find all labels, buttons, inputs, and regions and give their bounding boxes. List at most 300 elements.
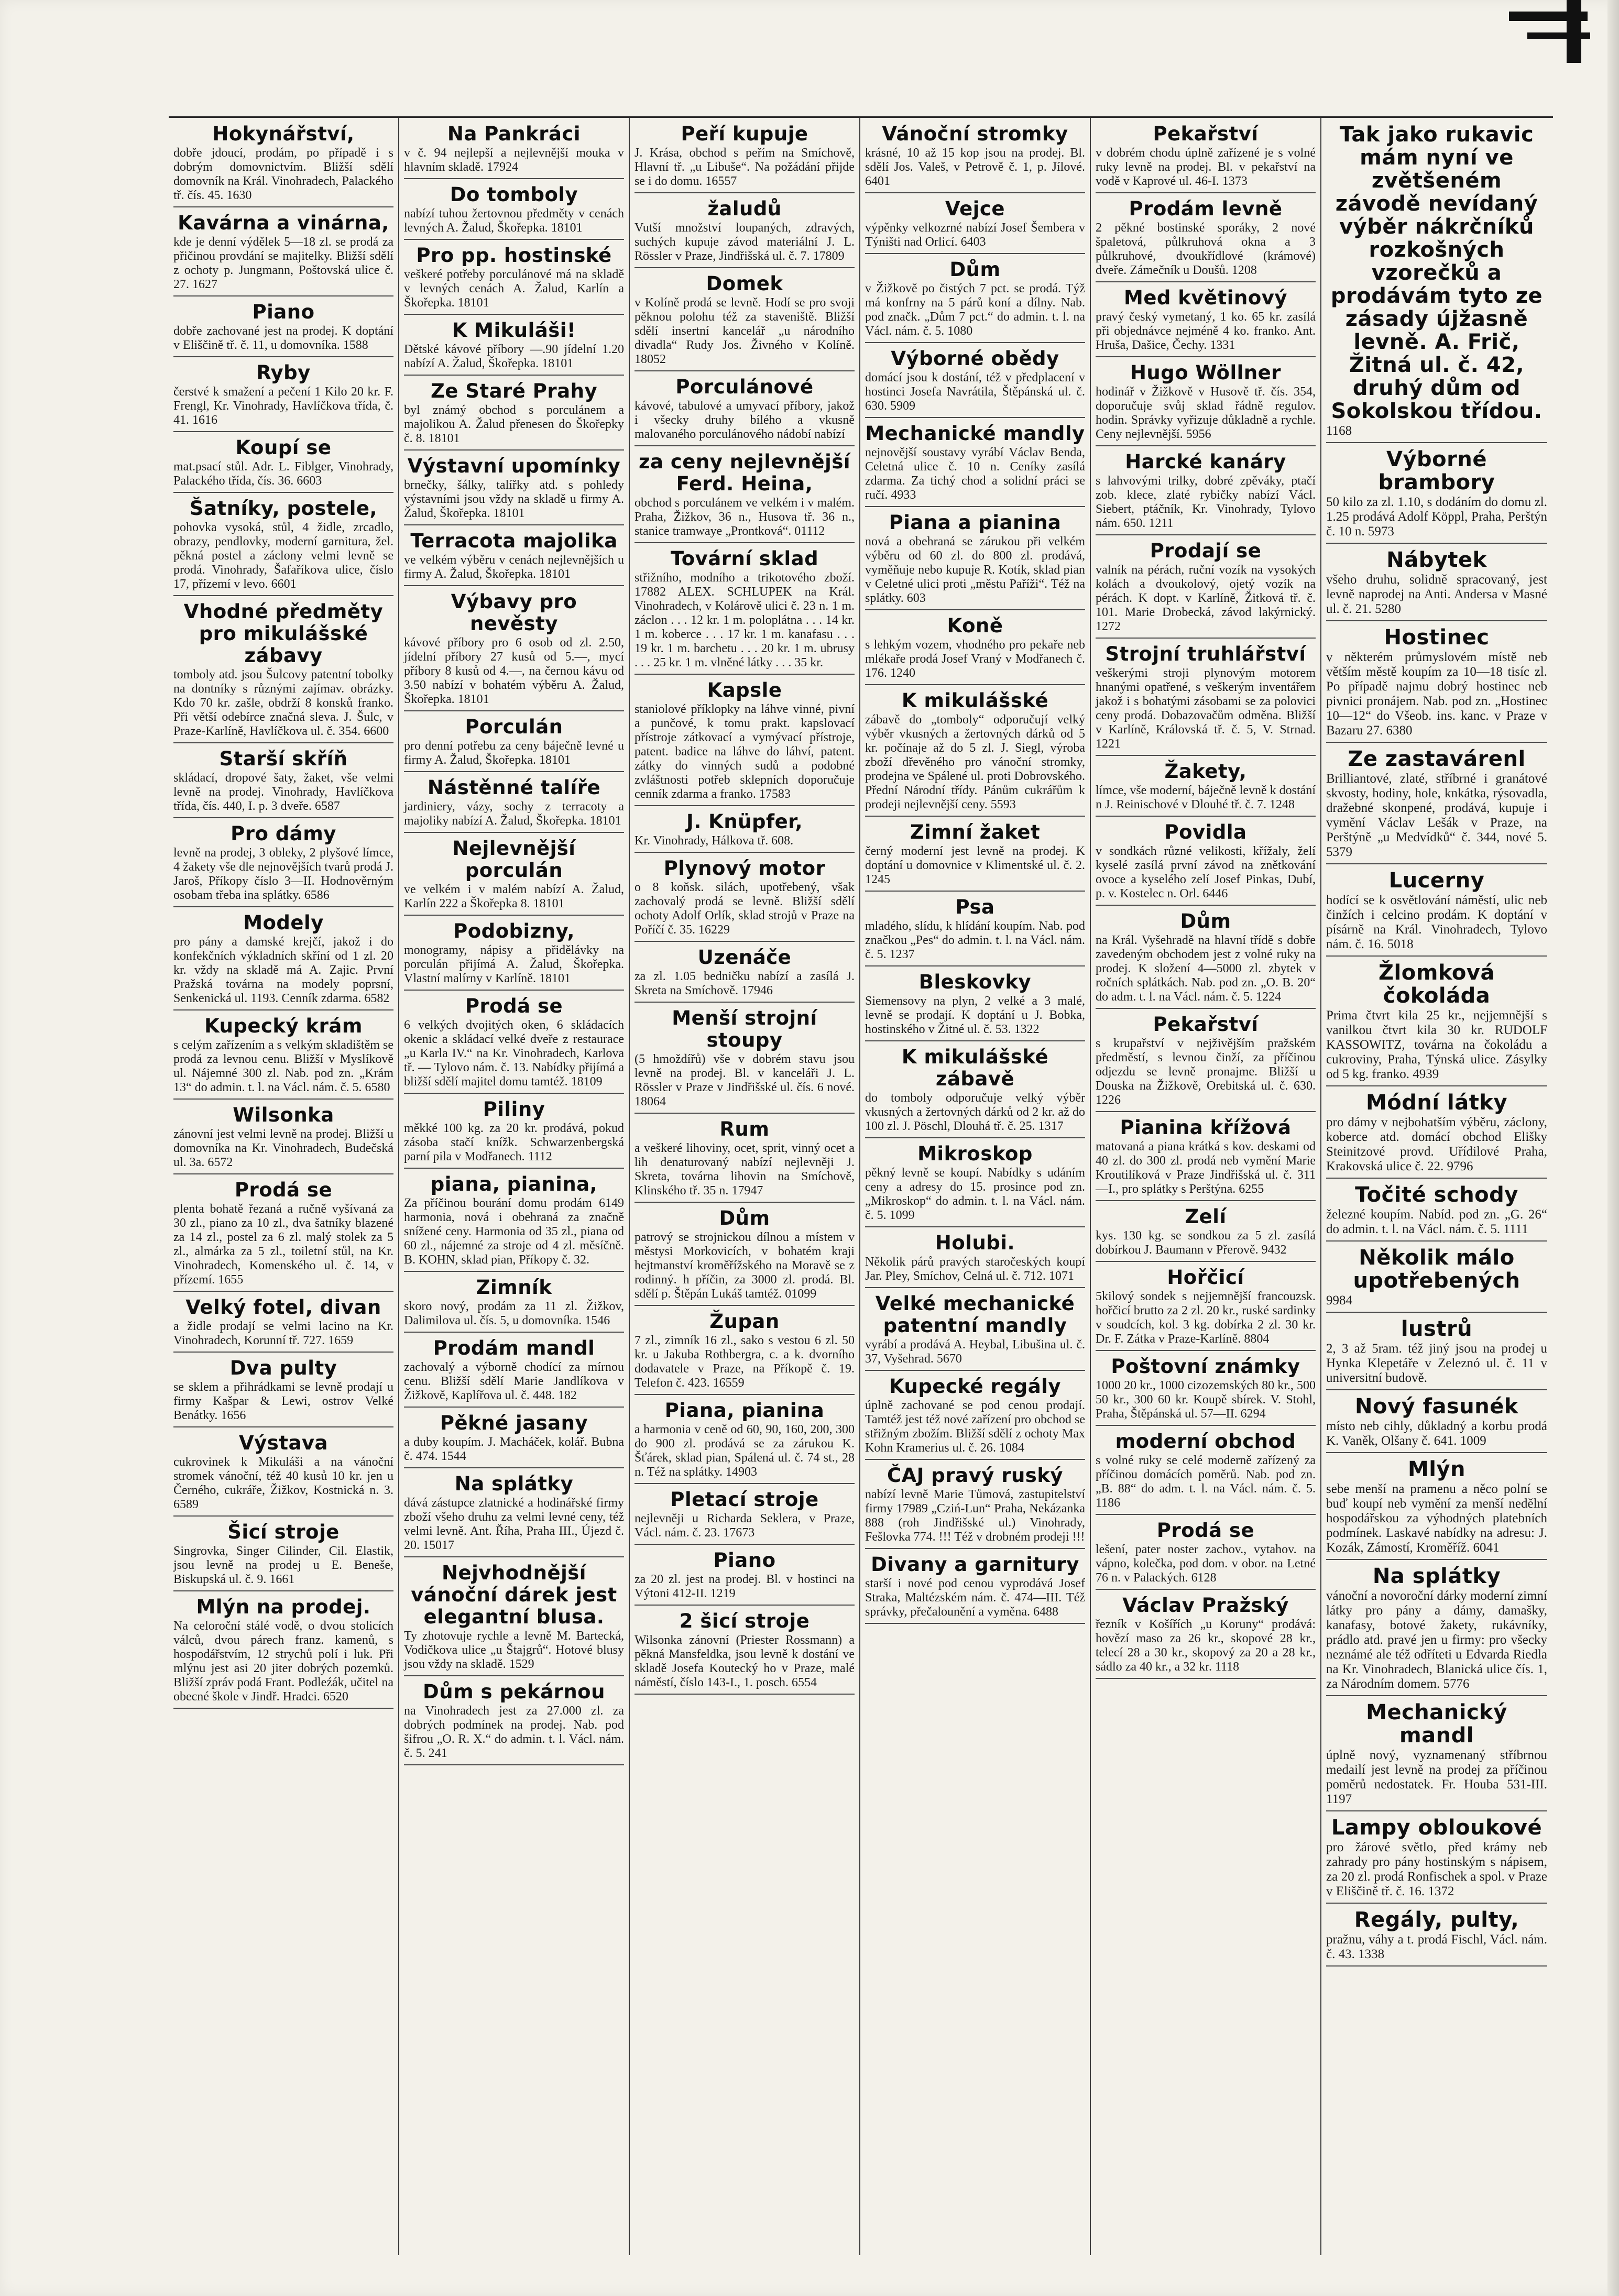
ad-text: 2 pěkné bostinské sporáky, 2 nové špaletová, půlkruhová okna a 3 půlkruhové, dvoukřídlové (krámové) dveře. Zámečník u Doušů. 1208	[1096, 221, 1316, 277]
classified-ad	[865, 969, 1085, 1041]
classified-ad	[635, 374, 855, 446]
classified-ad	[404, 528, 624, 586]
classified-ad	[404, 1471, 624, 1557]
classified-ad	[865, 613, 1085, 685]
ad-heading: Pro pp. hostinské	[416, 244, 612, 267]
ad-text: 7 zl., zimník 16 zl., sako s vestou 6 zl. 50 kr. u Jakuba Rothbergra, c. a k. dvorního dodavatele v Praze, na Příkopě č. 19. Telefon č. 423. 16559	[635, 1334, 855, 1390]
ad-heading: Výstavní upomínky	[407, 455, 621, 477]
classified-ad	[865, 1291, 1085, 1371]
ad-heading: Ze Staré Prahy	[430, 380, 598, 402]
ad-heading: Piliny	[483, 1098, 545, 1120]
ad-text: ve velkém i v malém nabízí A. Žalud, Karlín 222 a Škořepka 8. 18101	[404, 883, 624, 910]
ad-heading: Hořčicí	[1167, 1266, 1244, 1289]
classified-ad	[404, 378, 624, 451]
classified-ad	[404, 1679, 624, 1765]
classified-ad	[404, 1096, 624, 1169]
ad-text: a veškeré lihoviny, ocet, sprit, vinný ocet a lih denaturovaný nabízí nejlevněji J. Skreta, továrna lihovin na Smíchově, Klinského tř. 35 n. 17947	[635, 1141, 855, 1198]
classified-ad	[635, 271, 855, 371]
classified-ad	[1096, 360, 1316, 446]
ad-heading: Regály, pulty,	[1354, 1908, 1519, 1932]
classified-ad	[865, 1374, 1085, 1460]
classified-ad	[1096, 121, 1316, 193]
ad-text: kys. 130 kg. se sondkou za 5 zl. zasílá dobírkou J. Baumann v Přerově. 9432	[1096, 1229, 1316, 1257]
classified-ad	[635, 546, 855, 675]
ad-text: nová a obehraná se zárukou při velkém výběru od 60 zl. do 800 zl. prodává, vyměňuje nebo kupuje R. Kotík, sklad pian v Celetné ulici proti „městu Paříži“. Též na splátky. 603	[865, 535, 1085, 605]
scan-edge-strip	[1607, 0, 1619, 2296]
ad-text: sebe menší na pramenu a něco polní se buď koupí neb vymění za menší nedělní hospodářskou za výhodných platebních podmínek. Laskavé nabídky na adresu: J. Kozák, Zámostí, Kroměříž. 6041	[1326, 1482, 1547, 1555]
ad-text: jardiniery, vázy, sochy z terracoty a majoliky nabízí A. Žalud, Škořepka. 18101	[404, 800, 624, 828]
ad-text: Na celoroční stálé vodě, o dvou stolicích válců, dvou párech franz. kamenů, s hospodářstvím, 12 strychů polí i luk. Při mlýnu jest asi 20 jiter dobrých pozemků. Bližší zpráv podá Frant. Podleźák, učitel na obecné škole v Jindř. Hradci. 6520	[173, 1619, 393, 1704]
classified-ad	[404, 1171, 624, 1272]
ad-text: obchod s porculánem ve velkém i v malém. Praha, Žižkov, 36 n., Husova tř. 36 n., stanice tramwaye „Prontková“. 01112	[635, 496, 855, 538]
ad-text: s krupařství v nejživějším pražském předměstí, s levnou činží, za příčinou odjezdu se levně pronajme. Bližší u Douska na Žižkově, Orebitská ul. č. 630. 1226	[1096, 1037, 1316, 1107]
ad-text: úplně nový, vyznamenaný stříbrnou medailí jest levně na prodej za příčinou poměrů nedostatek. Fr. Houba 531-III. 1197	[1326, 1748, 1547, 1806]
ad-heading: Pekařství	[1153, 1013, 1259, 1036]
ad-text: dobře zachované jest na prodej. K doptání v Eliščině tř. č. 11, u domovníka. 1588	[173, 324, 393, 352]
ad-heading: Kapsle	[707, 679, 782, 701]
ad-heading: Vánoční stromky	[882, 123, 1068, 145]
ad-text: brnečky, šálky, talířky atd. s pohledy výstavními jsou vždy na skladě u firmy A. Žalud, Škořepka. 18101	[404, 478, 624, 520]
ad-text: 1168	[1326, 424, 1352, 438]
ad-text: J. Krása, obchod s peřím na Smíchově, Hlavní tř. „u Libuše“. Na požádání přijde se i do domu. 16557	[635, 146, 855, 188]
ad-heading: Holubi.	[935, 1232, 1015, 1254]
ad-column-1	[169, 118, 399, 2255]
classified-ad	[173, 1355, 393, 1427]
ad-heading: Rum	[719, 1118, 770, 1140]
ad-heading: Poštovní známky	[1111, 1355, 1300, 1378]
ad-heading: Šatníky, postele,	[189, 497, 378, 520]
classified-ad	[635, 1309, 855, 1395]
classified-ad	[865, 510, 1085, 610]
ad-text: v dobrém chodu úplně zařízené je s volné ruky levně na prodej. Bl. v pekařství na vodě v Kaprové ul. 46-I. 1373	[1096, 146, 1316, 188]
classified-ad	[865, 688, 1085, 817]
ad-heading: Nejlevnější porculán	[452, 837, 576, 882]
ad-text: s lahvovými trilky, dobré zpěváky, ptačí zob. klece, zlaté rybičky nabízí Václ. Siebert, ptáčník, Kr. Vinohrady, Tylovo nám. 650. 1211	[1096, 474, 1316, 530]
classified-ad	[865, 346, 1085, 418]
ad-text: v č. 94 nejlepší a nejlevnější mouka v hlavním skladě. 17924	[404, 146, 624, 174]
classified-ad	[404, 589, 624, 711]
ad-heading: Dům	[949, 258, 1001, 281]
ad-heading: Piano	[252, 301, 315, 323]
ad-text: patrový se strojnickou dílnou a místem v městysi Morkovicích, v bohatém kraji hejtmanství kroměřížského na Moravě se z rodinný. h příčin, za 3000 zl. prodá. Bl. sdělí p. Štěpán Lukáš tamtéž. 01099	[635, 1231, 855, 1301]
ad-text: Za příčinou bourání domu prodám 6149 harmonia, nová i obehraná za značně snížené ceny. Harmonia od 35 zl., piana od 60 zl., nájemné za stroje od 4 zl. měsíčně. B. KOHN, sklad pian, Příkopy č. 32.	[404, 1196, 624, 1267]
ad-heading: Zelí	[1185, 1205, 1227, 1228]
ad-heading: Mlýn na prodej.	[196, 1596, 371, 1618]
ad-text: 2, 3 až 5ram. též jiný jsou na prodej u Hynka Klepetáře v Zeleznó ul. č. 11 v universitní budově.	[1326, 1342, 1547, 1385]
ad-heading: Do tomboly	[450, 183, 578, 206]
ad-heading: Prodám levně	[1129, 197, 1283, 220]
ad-heading: Pro dámy	[231, 822, 336, 845]
ad-text: staniolové příklopky na láhve vinné, pivní a punčové, k tomu prakt. kapslovací přístroje zátkovací a vymývací přístroje, patent. badice na láhve do láhví, patent. zátky do vinných sudů a podobné zvláštnosti potřeb sklepních doporučuje cenník zdarma a franko. 17583	[635, 702, 855, 801]
ad-text: byl známý obchod s porculánem a majolikou A. Žalud přenesen do Škořepky č. 8. 18101	[404, 403, 624, 445]
ad-text: Singrovka, Singer Cilinder, Cil. Elastik, jsou levně na prodej u E. Beneše, Biskupská ul. č. 9. 1661	[173, 1544, 393, 1586]
ad-text: kávové příbory pro 6 osob od zl. 2.50, jídelní příbory 27 kusů od 5.—, mycí příbory 8 kusů od 4.—, na černou kávu od 3.50 nabízí v bohatém výběru A. Žalud, Škořepka. 18101	[404, 636, 624, 706]
ad-heading: Mechanické mandly	[865, 422, 1085, 445]
classified-ad	[1096, 449, 1316, 535]
classified-ad	[635, 196, 855, 268]
classified-ad	[635, 1005, 855, 1114]
classified-ad	[173, 210, 393, 296]
classified-ad	[635, 1487, 855, 1545]
ad-heading: Prodá se	[465, 995, 563, 1017]
ad-heading: Dům	[719, 1207, 770, 1229]
ad-heading: Několik málo upotřebených	[1353, 1246, 1520, 1293]
page-mark	[1567, 0, 1581, 63]
ad-heading: Plynový motor	[663, 857, 826, 880]
classified-ad	[865, 819, 1085, 892]
ad-heading: Mikroskop	[917, 1142, 1033, 1165]
ad-text: na Král. Vyšehradě na hlavní třídě s dobře zavedeným obchodem jest z volné ruky na prodej. K složení 4—5000 zl. zbytek v ročních splátkách. Nab. pod zn. „O. B. 20“ do adm. t. l. na Václ. nám. č. 5. 1224	[1096, 933, 1316, 1004]
ad-heading: Lucerny	[1388, 869, 1485, 893]
classified-ad	[1326, 1181, 1547, 1242]
ad-heading: Pěkné jasany	[440, 1412, 588, 1434]
ad-text: Kr. Vinohrady, Hálkova tř. 608.	[635, 834, 794, 848]
classified-ad	[404, 243, 624, 315]
classified-ad	[404, 317, 624, 376]
classified-ad	[173, 821, 393, 907]
ad-heading: Prodají se	[1150, 540, 1262, 562]
ad-text: domácí jsou k dostání, též v předplacení v hostinci Josefa Navrátila, Štěpánská ul. č. 630. 5909	[865, 371, 1085, 413]
advertisement-columns	[169, 116, 1553, 2255]
ad-heading: Výborné obědy	[891, 347, 1059, 370]
classified-ad	[635, 449, 855, 543]
ad-text: nabízí levně Marie Tůmová, zastupitelství firmy 17989 „Cziń-Lun“ Praha, Nekázanka 888 (roh Jindřišské ul.) Vinohrady, Fešlovka 774. !!! Též v drobném prodeji !!!	[865, 1488, 1085, 1544]
ad-heading: ČAJ pravý ruský	[887, 1464, 1064, 1487]
ad-heading: Menší strojní stoupy	[672, 1007, 817, 1051]
ad-heading: Dům s pekárnou	[423, 1680, 605, 1703]
classified-ad	[1096, 1115, 1316, 1201]
ad-heading: Hugo Wöllner	[1130, 361, 1282, 384]
ad-text: kde je denní výdělek 5—18 zl. se prodá za přičinou provdání se majitelky. Bližší sdělí z ochoty p. Jungmann, Poštovská ulice č. 27. 1627	[173, 235, 393, 291]
classified-ad	[1326, 959, 1547, 1086]
ad-heading: K mikulášské	[901, 689, 1049, 712]
ad-text: mladého, slídu, k hlídání koupím. Nab. pod značkou „Pes“ do admin. t. l. na Václ. nám. č. 5. 1237	[865, 919, 1085, 961]
ad-heading: Nástěnné talíře	[427, 776, 601, 799]
ad-heading: Kavárna a vinárna,	[178, 212, 389, 234]
classified-ad	[173, 1013, 393, 1100]
classified-ad	[1096, 538, 1316, 639]
ad-text: zábavě do „tomboly“ odporučují velký výběr vkusných a žertovných dárků od 5 kr. počínaje až do 5 zl. J. Siegl, výroba zboží dřevěného pro vánoční stromky, prodejna ve Spálené ul. proti Dobrovského. Přední Národní třídy. Pánům cukrářům k prodeji nejlevnější ceny. 5593	[865, 713, 1085, 811]
ad-heading: Ryby	[256, 361, 311, 384]
ad-text: cukrovinek k Mikuláši a na vánoční stromek vánoční, též 40 kusů 10 kr. jen u Černého, cukráře, Žižkov, Kostnická n. 3. 6589	[173, 1455, 393, 1511]
ad-heading: Med květinový	[1124, 287, 1287, 309]
ad-heading: Na splátky	[1372, 1564, 1501, 1588]
classified-ad	[865, 1552, 1085, 1624]
classified-ad	[635, 1116, 855, 1203]
ad-heading: Pletací stroje	[670, 1488, 819, 1511]
ad-heading: 2 šicí stroje	[679, 1610, 810, 1632]
ad-column-2	[399, 118, 630, 2255]
classified-ad	[1326, 1699, 1547, 1811]
classified-ad	[1096, 1012, 1316, 1112]
ad-text: zachovalý a výborně chodící za mírnou cenu. Bližší sdělí Marie Jandlíkova v Žižkově, Kaplířova ul. č. 448. 182	[404, 1360, 624, 1402]
classified-ad	[1326, 624, 1547, 743]
ad-heading: Na splátky	[454, 1473, 574, 1495]
ad-text: Ty zhotovuje rychle a levně M. Bartecká, Vodičkova ulice „u Štajgrů“. Hotové blusy jsou vždy na skladě. 1529	[404, 1629, 624, 1671]
classified-ad	[635, 809, 855, 853]
classified-ad	[404, 836, 624, 916]
ad-heading: Na Pankráci	[447, 123, 581, 145]
classified-ad	[1326, 1393, 1547, 1453]
ad-heading: Módní látky	[1365, 1091, 1508, 1115]
classified-ad	[404, 1560, 624, 1676]
ad-heading: Piana, pianina	[664, 1399, 825, 1422]
ad-text: 5kilový sondek s nejjemnější francouzsk. hořčicí brutto za 2 zl. 20 kr., ruské sardinky v soudcích, kol. 3 kg. dobírka 2 zl. 30 kr. Dr. F. Zátka v Praze-Karlíně. 8804	[1096, 1290, 1316, 1346]
classified-ad	[173, 1430, 393, 1517]
ad-text: nejlevněji u Richarda Seklera, v Praze, Václ. nám. č. 23. 17673	[635, 1512, 855, 1540]
ad-text: do tomboly odporučuje velký výběr vkusných a žertovných dárků od 2 kr. až do 100 zl. J. Pöschl, Dlouhá tř. č. 25. 1317	[865, 1091, 1085, 1133]
ad-text: hodící se k osvětlování náměstí, ulic neb činžích i celcino prodám. K doptání v písárně na Král. Vinohradech, Tylovo nám. č. 16. 5018	[1326, 893, 1547, 951]
ad-heading: Domek	[706, 272, 783, 295]
ad-text: starší i nové pod cenou vyprodává Josef Straka, Maltézském nám. č. 474—III. Též správky, přečalounění a vyměna. 6488	[865, 1577, 1085, 1619]
classified-ad	[1096, 819, 1316, 906]
ad-text: krásné, 10 až 15 kop jsou na prodej. Bl. sdělí Jos. Valeš, v Petrově č. 1, p. Jílové. 6401	[865, 146, 1085, 188]
ad-heading: Porculán	[465, 716, 563, 738]
ad-heading: Prodá se	[234, 1179, 333, 1201]
classified-ad	[404, 918, 624, 991]
classified-ad	[865, 894, 1085, 966]
classified-ad	[404, 714, 624, 772]
ad-text: pohovka vysoká, stůl, 4 židle, zrcadlo, obrazy, pendlovky, moderní garnitura, žel. pěkná postel a záclony velmi levně se prodá. Vinohrady, Šafaříkova ulice, číslo 17, přízemí v levo. 6601	[173, 521, 393, 591]
ad-heading: lustrů	[1401, 1317, 1473, 1341]
ad-text: pro denní potřebu za ceny báječně levné u firmy A. Žalud, Škořepka. 18101	[404, 739, 624, 767]
ad-text: v některém průmyslovém místě neb větším městě koupím za 10—18 tisíc zl. Po případě najmu dobrý hostinec neb pivnici pronájem. Nab. pod zn. „Hostinec 10—12“ do Všeob. ins. kanc. v Praze v Bazaru 27. 6380	[1326, 650, 1547, 738]
classified-ad	[1096, 1429, 1316, 1515]
classified-ad	[865, 257, 1085, 343]
ad-heading: Mlýn	[1407, 1457, 1466, 1481]
ad-text: Wilsonka zánovní (Priester Rossmann) a pěkná Mansfeldka, jsou levně k dostání ve skladě Josefa Koutecký ho v Praze, malé náměstí, číslo 143-I., 1. posch. 6554	[635, 1633, 855, 1689]
classified-ad	[635, 121, 855, 193]
classified-ad	[865, 1230, 1085, 1288]
classified-ad	[1326, 1244, 1547, 1313]
classified-ad	[1326, 446, 1547, 544]
ad-heading: Podobizny,	[453, 920, 575, 942]
ad-heading: Dva pulty	[229, 1357, 337, 1379]
classified-ad	[1326, 121, 1547, 443]
classified-ad	[173, 746, 393, 818]
ad-text: skládací, dropové šaty, žaket, vše velmi levně na prodej. Vinohrady, Havlíčkova třída, čís. 440, I. p. 3 dveře. 6587	[173, 771, 393, 813]
ad-text: Prima čtvrt kila 25 kr., nejjemnější s vanilkou čtvrt kila 30 kr. RUDOLF KASSOWITZ, továrna na čokoládu a cukroviny, Praha, Týnská ulice. Zásylky od 5 kg. franko. 4939	[1326, 1008, 1547, 1081]
ad-text: měkké 100 kg. za 20 kr. prodává, pokud zásoba stačí knížk. Schwarzenbergská parní pila v Modřanech. 1112	[404, 1122, 624, 1163]
ad-text: čerstvé k smažení a pečení 1 Kilo 20 kr. F. Frengl, Kr. Vinohrady, Havlíčkova třída, č. 41. 1616	[173, 385, 393, 427]
ad-text: dobře jdoucí, prodám, po případě i s dobrým domovnictvím. Bližší sdělí domovník na Král. Vinohradech, Palackého tř. čís. 45. 1630	[173, 146, 393, 202]
ad-heading: Velký fotel, divan	[185, 1296, 381, 1319]
classified-ad	[404, 182, 624, 240]
classified-ad	[865, 1463, 1085, 1549]
ad-text: v sondkách různé velikosti, křížaly, želí kyselé zasílá první závod na znětkování ovoce a kyselého zelí Josef Pinkas, Dubí, p. v. Kostelec n. Orl. 6446	[1096, 844, 1316, 900]
classified-ad	[404, 1410, 624, 1468]
ad-heading: Divany a garnitury	[871, 1553, 1079, 1576]
ad-text: Brilliantové, zlaté, stříbrné i granátové skvosty, hodiny, hole, knkátka, rýsovadla, dražebné skonpené, prodává, kupuje i vymění Václav Lešák v Praze, na Perštýně „u Medvídků“ č. 344, nové 5. 5379	[1326, 772, 1547, 859]
ad-text: výpěnky velkozrné nabízí Josef Šembera v Týništi nad Orlicí. 6403	[865, 221, 1085, 249]
ad-text: řezník v Košířích „u Koruny“ prodává: hovězí maso za 26 kr., skopové 28 kr., telecí 28 a 30 kr., skopový za 20 a 28 kr., sádlo za 40 kr., a 32 kr. 1118	[1096, 1618, 1316, 1674]
classified-ad	[173, 121, 393, 207]
ad-text: za 20 zl. jest na prodej. Bl. v hostinci na Výtoni 412-II. 1219	[635, 1573, 855, 1600]
ad-heading: žaludů	[707, 197, 782, 220]
ad-heading: Piana a pianina	[889, 511, 1062, 534]
ad-heading: Ze zastavárenl	[1348, 747, 1526, 771]
ad-heading: J. Knüpfer,	[686, 810, 803, 833]
ad-text: 50 kilo za zl. 1.10, s dodáním do domu zl. 1.25 prodává Adolf Köppl, Praha, Perštýn č. 10 n. 5973	[1326, 495, 1547, 539]
classified-ad	[1096, 1354, 1316, 1426]
ad-text: 1000 20 kr., 1000 cizozemských 80 kr., 500 50 kr., 300 60 kr. Koupě sbírek. V. Stohl, Praha, Štěpánská ul. 57—II. 6294	[1096, 1379, 1316, 1421]
ad-heading: Výbavy pro nevěsty	[451, 590, 577, 635]
ad-heading: Výborné brambory	[1378, 447, 1495, 495]
ad-text: Několik párů pravých staročeských koupí Jar. Pley, Smíchov, Celná ul. č. 712. 1071	[865, 1255, 1085, 1283]
ad-text: se sklem a přihrádkami se levně prodají u firmy Kašpar & Lewi, ostrov Velké Benátky. 1656	[173, 1380, 393, 1422]
classified-ad	[173, 1594, 393, 1709]
classified-ad	[1096, 1265, 1316, 1351]
classified-ad	[173, 1102, 393, 1174]
ad-heading: Nábytek	[1386, 548, 1487, 572]
ad-heading: Vejce	[945, 197, 1005, 220]
ad-text: s volné ruky se celé moderně zařízený za příčinou domácích poměrů. Nab. pod zn. „B. 88“ do adm. t. l. na Václ. nám. č. 5. 1186	[1096, 1454, 1316, 1510]
ad-text: hodinář v Žižkově v Husově tř. čís. 354, doporučuje svůj sklad řádně regulov. hodin. Správky vyřizuje důkladně a rychle. Ceny nejlevnější. 5956	[1096, 385, 1316, 441]
classified-ad	[404, 993, 624, 1094]
ad-text: černý moderní jest levně na prodej. K doptání u domovnice v Klimentské ul. č. 2. 1245	[865, 844, 1085, 886]
ad-heading: Tovární sklad	[670, 547, 819, 570]
ad-column-6	[1321, 118, 1552, 2255]
classified-ad	[1326, 1563, 1547, 1696]
classified-ad	[1096, 759, 1316, 817]
ad-heading: Hostinec	[1384, 625, 1490, 650]
classified-ad	[404, 453, 624, 525]
classified-ad	[173, 910, 393, 1010]
ad-heading: Koně	[947, 614, 1003, 637]
ad-column-3	[630, 118, 860, 2255]
ad-heading: Strojní truhlářství	[1105, 643, 1306, 665]
ad-text: pro pány a damské krejčí, jakož i do konfekčních výkladních skříní od 1 zl. 20 kr. vždy na skladě má A. Zajic. První Pražská továrna na modely poprsní, Senkenická ul. 1193. Cenník zdarma. 6582	[173, 935, 393, 1005]
classified-ad	[635, 1547, 855, 1606]
ad-text: pro žárové světlo, před krámy neb zahrady pro pány hostinským s nápisem, za 20 zl. prodá Ronfischek a spol. v Praze v Eliščině tř. č. 16. 1372	[1326, 1840, 1547, 1898]
classified-ad	[865, 421, 1085, 507]
classified-ad	[865, 1044, 1085, 1138]
ad-text: v Kolíně prodá se levně. Hodí se pro svoji pěknou polohu též za staveniště. Bližší sdělí insertní kancelář „u národního divadla“ Rudy Jos. Živného v Kolíně. 18052	[635, 296, 855, 366]
ad-heading: Zimní žaket	[910, 821, 1041, 843]
ad-heading: K mikulášské zábavě	[901, 1046, 1049, 1090]
ad-text: veškeré potřeby porculánové má na skladě v levných cenách A. Žalud, Karlín a Škořepka. 18101	[404, 268, 624, 310]
classified-ad	[404, 775, 624, 833]
ad-text: tomboly atd. jsou Šulcovy patentní tobolky na dontníky s různými zajímav. obrázky. Kdo 70 kr. zašle, obdrží 8 konsků franko. Při větší odebírce značná sleva. J. Šulc, v Praze-Karlíně, Havlíčkova ul. č. 354. 6600	[173, 668, 393, 738]
ad-heading: Bleskovky	[918, 971, 1032, 993]
ad-heading: Koupí se	[235, 436, 332, 459]
ad-text: plenta bohatě řezaná a ručně vyšívaná za 30 zl., piano za 10 zl., dva šatníky blazené za 14 zl., postel za 6 zl. malý stolek za 5 zl., almárka za 5 zl., toiletní stůl, na Kr. Vinohradech, Komenského ul. č. 14, v přízemí. 1655	[173, 1202, 393, 1287]
ad-text: matovaná a piana krátká s kov. deskami od 40 zl. do 300 zl. prodá neb vymění Marie Kroutilíková v Praze Jindřišská ul. č. 311—I., pro splátky s Perštýna. 6255	[1096, 1140, 1316, 1196]
ad-heading: Kupecké regály	[889, 1375, 1062, 1398]
ad-heading: Porculánové	[675, 376, 814, 398]
ad-text: pravý český vymetaný, 1 ko. 65 kr. zasílá při objednávce nejméně 4 ko. franko. Ant. Hruša, Dašice, Čechy. 1331	[1096, 310, 1316, 352]
classified-ad	[635, 677, 855, 806]
classified-ad	[173, 299, 393, 357]
classified-ad	[1096, 908, 1316, 1009]
ad-heading: Žlomková čokoláda	[1379, 961, 1495, 1008]
ad-heading: moderní obchod	[1115, 1430, 1296, 1453]
ad-text: pro dámy v nejbohatším výběru, záclony, koberce atd. domácí obchod Elišky Steinitzové provd. Uřídilové Praha, Krakovská ulice č. 22. 9796	[1326, 1115, 1547, 1173]
ad-text: na Vinohradech jest za 27.000 zl. za dobrých podmínek na prodej. Nab. pod šifrou „O. R. X.“ do admin. t. l. Václ. nám. č. 5. 241	[404, 1704, 624, 1760]
ad-heading: Vhodné předměty pro mikulášské zábavy	[183, 600, 384, 667]
ad-text: střižního, modního a trikotového zboží. 17882 ALEX. SCHLUPEK na Král. Vinohradech, v Kolárově ulici č. 23 n. 1 m. záclon . . . 12 kr. 1 m. poloplátna . . . 14 kr. 1 m. koberce . . . 17 kr. 1 m. kanafasu . . . 19 kr. 1 m. barchetu . . . 20 kr. 1 m. ubrusy . . . 25 kr. 1 m. vlněné látky . . . 35 kr.	[635, 571, 855, 669]
ad-text: valník na pérách, ruční vozík na vysokých kolách a dvoukolový, ojetý vozík na pérách. K dopt. v Karlíně, Žitková tř. č. 101. Marie Drobecká, závod lakýrnický. 1272	[1096, 563, 1316, 633]
ad-text: úplně zachované se pod cenou prodají. Tamtéž jest též nové zařízení pro obchod se střižným zbožím. Bližší sdělí z ochoty Max Kohn Kramerius ul. č. 26. 1084	[865, 1399, 1085, 1455]
ad-text: s lehkým vozem, vhodného pro pekaře neb mlékaře prodá Josef Vraný v Modřanech č. 176. 1240	[865, 638, 1085, 680]
ad-heading: Žakety,	[1164, 760, 1247, 783]
ad-text: kávové, tabulové a umyvací příbory, jakož i všecky druhy bílého a vkusně malovaného porculánového nádobí nabízí	[635, 399, 855, 441]
ad-text: nabízí tuhou žertovnou předměty v cenách levných A. Žalud, Škořepka. 18101	[404, 207, 624, 235]
classified-ad	[173, 1519, 393, 1591]
ad-text: 9984	[1326, 1293, 1352, 1308]
ad-text: vyrábí a prodává A. Heybal, Libušina ul. č. 37, Vyšehrad. 5670	[865, 1338, 1085, 1366]
ad-heading: Župan	[709, 1310, 780, 1333]
ad-text: Dětské kávové příbory —.90 jídelní 1.20 nabízí A. Žalud, Škořepka. 18101	[404, 343, 624, 370]
classified-ad	[1326, 1456, 1547, 1560]
classified-ad	[173, 1294, 393, 1353]
classified-ad	[1326, 1906, 1547, 1967]
ad-column-5	[1091, 118, 1321, 2255]
classified-ad	[1326, 546, 1547, 621]
ad-heading: Uzenáče	[697, 946, 792, 969]
ad-heading: Povidla	[1164, 821, 1247, 843]
ad-text: límce, vše moderní, báječně levně k dostání n J. Reinischové v Dlouhé tř. č. 7. 1248	[1096, 784, 1316, 811]
ad-text: mat.psací stůl. Adr. L. Fiblger, Vinohrady, Palackého třída, čís. 36. 6603	[173, 460, 393, 488]
ad-text: s celým zařízením a s velkým skladištěm se prodá za levnou cenu. Bližší v Myslíkově ul. Nájemné 300 zl. Nab. pod zn. „Krám 13“ do admin. t. l. na Václ. nám. č. 5. 6580	[173, 1038, 393, 1094]
ad-text: skoro nový, prodám za 11 zl. Žižkov, Dalimilova ul. čís. 5, u domovníka. 1546	[404, 1300, 624, 1327]
ad-text: a harmonia v ceně od 60, 90, 160, 200, 300 do 900 zl. prodává se za zárukou K. Šťárek, sklad pian, Spálená ul. č. 74 st., 28 n. Též na splátky. 14903	[635, 1423, 855, 1479]
classified-ad	[404, 121, 624, 179]
classified-ad	[1326, 1089, 1547, 1179]
ad-heading: Dům	[1180, 910, 1231, 932]
ad-heading: Václav Pražský	[1122, 1594, 1289, 1617]
classified-ad	[173, 435, 393, 493]
ad-heading: za ceny nejlevnější Ferd. Heina,	[638, 451, 851, 495]
ad-heading: K Mikuláši!	[452, 319, 576, 342]
ad-text: lešení, pater noster zachov., vytahov. na vápno, kolečka, pod dom. v obor. na Letné 76 n. v Palackých. 6128	[1096, 1543, 1316, 1585]
ad-heading: Piano	[713, 1549, 776, 1572]
classified-ad	[1096, 1518, 1316, 1590]
ad-heading: Starší skříň	[219, 748, 348, 770]
classified-ad	[635, 1398, 855, 1484]
ad-heading: Nejvhodnější vánoční dárek jest elegantní blusa.	[411, 1562, 617, 1628]
ad-heading: Točité schody	[1355, 1183, 1518, 1207]
ad-heading: Kupecký krám	[204, 1015, 363, 1037]
ad-heading: Modely	[243, 911, 324, 934]
classified-ad	[865, 196, 1085, 254]
classified-ad	[173, 1177, 393, 1292]
ad-text: za zl. 1.05 bedničku nabízí a zasílá J. Skreta na Smíchově. 17946	[635, 970, 855, 997]
ad-heading: Peří kupuje	[681, 123, 808, 145]
classified-ad	[865, 1141, 1085, 1227]
ad-text: pěkný levně se koupí. Nabídky s udáním ceny a adresy do 15. prosince pod zn. „Mikroskop“ do admin. t. l. na Václ. nám. č. 5. 1099	[865, 1166, 1085, 1222]
classified-ad	[635, 1205, 855, 1306]
ad-heading: Prodám mandl	[433, 1337, 595, 1359]
ad-heading: Pekařství	[1153, 123, 1259, 145]
ad-text: monogramy, nápisy a přidělávky na porculán přijímá A. Žalud, Škořepka. Vlastní malírny v Karlíně. 18101	[404, 943, 624, 985]
ad-text: nejnovější soustavy vyrábí Václav Benda, Celetná ulice č. 10 n. Ceníky zasílá zdarma. Za tichý chod a solidní práci se ručí. 4933	[865, 446, 1085, 502]
classified-ad	[1096, 196, 1316, 282]
classified-ad	[865, 121, 1085, 193]
ad-heading: Terracota majolika	[410, 530, 618, 552]
ad-heading: Lampy obloukové	[1331, 1816, 1543, 1840]
ad-text: ve velkém výběru v cenách nejlevnějších u firmy A. Žalud, Škořepka. 18101	[404, 553, 624, 581]
classified-ad	[173, 496, 393, 596]
classified-ad	[173, 360, 393, 432]
ad-heading: Mechanický mandl	[1366, 1700, 1507, 1748]
ad-heading: Šicí stroje	[227, 1521, 340, 1543]
ad-heading: Wilsonka	[233, 1104, 334, 1126]
classified-ad	[1326, 867, 1547, 957]
classified-ad	[1096, 1592, 1316, 1679]
ad-heading: Velké mechanické patentní mandly	[875, 1292, 1075, 1337]
ad-heading: Harcké kanáry	[1125, 451, 1286, 473]
